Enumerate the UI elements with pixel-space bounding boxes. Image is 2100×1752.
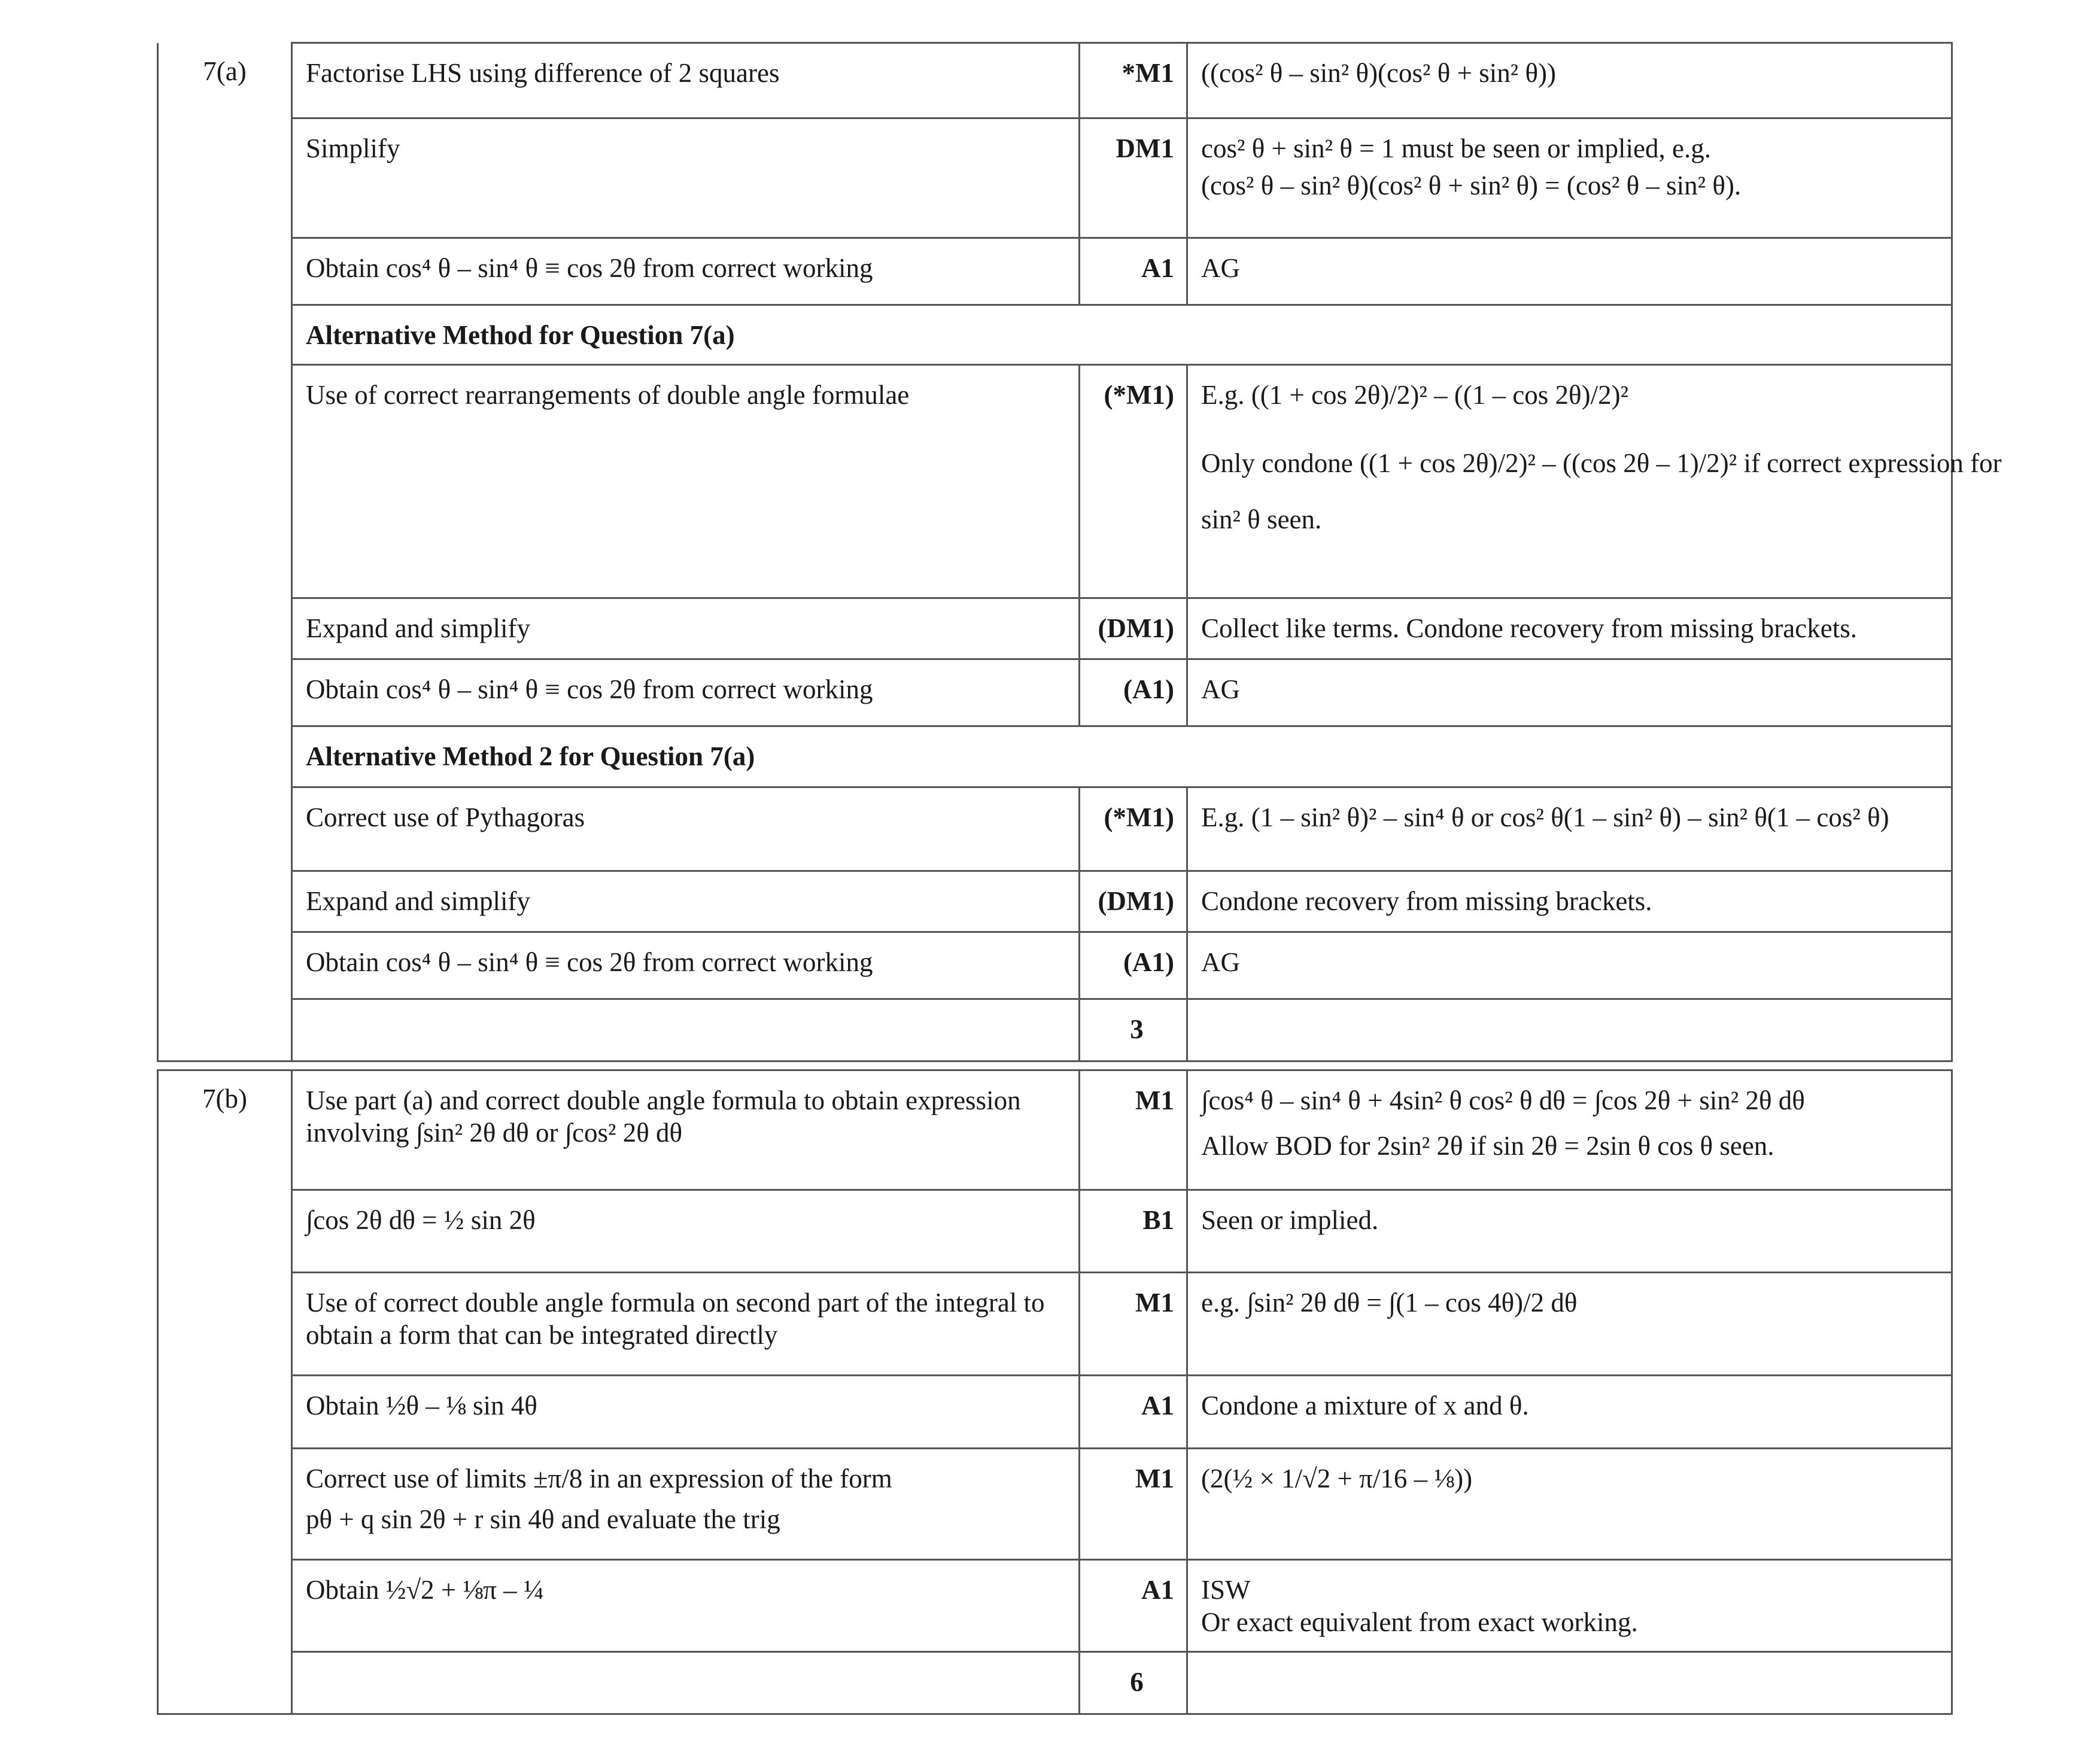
guidance-line: Allow BOD for 2sin² 2θ if sin 2θ = 2sin θ cos θ seen. (1201, 1131, 1774, 1161)
answer-line: pθ + q sin 2θ + r sin 4θ and evaluate the trig (306, 1504, 780, 1534)
guidance-expression: E.g. (1 – sin² θ)² – sin⁴ θ or cos² θ(1 – sin² θ) – sin² θ(1 – cos² θ) (1201, 802, 1889, 832)
answer-cell: Correct use of Pythagoras (292, 787, 1080, 871)
guidance-expression: (2(½ × 1/√2 + π/16 – ⅛)) (1201, 1464, 1473, 1494)
table-row (158, 1560, 1952, 1652)
table-row (158, 305, 1952, 365)
answer-line: Use of correct double angle formula on second part of the integral to (306, 1288, 1045, 1318)
guidance-cell: Seen or implied. (1187, 1190, 1952, 1273)
answer-line: Use part (a) and correct double angle formula to obtain expression (306, 1085, 1021, 1115)
answer-cell: Simplify (292, 118, 1080, 238)
guidance-cell (1187, 1560, 1952, 1652)
answer-cell: Use of correct rearrangements of double angle formulae (292, 365, 1080, 598)
table-row (158, 1273, 1952, 1376)
mark-cell: M1 (1080, 1449, 1187, 1560)
total-marks: 3 (1080, 999, 1187, 1061)
table-row (158, 365, 1952, 598)
table-row (158, 932, 1952, 999)
answer-cell (292, 1190, 1080, 1273)
mark-cell: M1 (1080, 1273, 1187, 1376)
mark-cell: (DM1) (1080, 598, 1187, 659)
answer-cell: Obtain cos⁴ θ – sin⁴ θ ≡ cos 2θ from correct working (292, 238, 1080, 305)
guidance-cell (1187, 43, 1952, 118)
guidance-cell: Condone a mixture of x and θ. (1187, 1376, 1952, 1449)
question-label: 7(b) (158, 1070, 292, 1714)
answer-line: Correct use of limits ±π/8 in an expression of the form (306, 1464, 892, 1494)
answer-cell-empty (292, 999, 1080, 1061)
answer-line: obtain a form that can be integrated directly (306, 1320, 778, 1350)
guidance-cell: Collect like terms. Condone recovery from missing brackets. (1187, 598, 1952, 659)
guidance-line: cos² θ + sin² θ = 1 must be seen or implied, e.g. (1201, 133, 1711, 163)
answer-cell: Obtain ½√2 + ⅛π – ¼ (292, 1560, 1080, 1652)
table-row (158, 871, 1952, 932)
guidance-cell: AG (1187, 932, 1952, 999)
guidance-cell-empty (1187, 999, 1952, 1061)
mark-cell: (A1) (1080, 932, 1187, 999)
answer-cell-empty (292, 1652, 1080, 1714)
guidance-line: sin² θ seen. (1201, 504, 1322, 534)
answer-cell: Obtain cos⁴ θ – sin⁴ θ ≡ cos 2θ from correct working (292, 659, 1080, 726)
mark-cell: A1 (1080, 1560, 1187, 1652)
guidance-cell: AG (1187, 238, 1952, 305)
mark-cell: (*M1) (1080, 787, 1187, 871)
guidance-cell (1187, 1449, 1952, 1560)
guidance-expression: e.g. ∫sin² 2θ dθ = ∫(1 – cos 4θ)/2 dθ (1201, 1288, 1578, 1318)
alternative-method-heading: Alternative Method 2 for Question 7(a) (292, 726, 1952, 787)
guidance-expression: ((cos² θ – sin² θ)(cos² θ + sin² θ)) (1201, 58, 1556, 88)
answer-expression: ∫cos 2θ dθ = ½ sin 2θ (306, 1205, 536, 1235)
answer-cell (292, 1449, 1080, 1560)
total-row (158, 1652, 1952, 1714)
mark-cell: M1 (1080, 1070, 1187, 1190)
guidance-cell (1187, 118, 1952, 238)
table-row (158, 659, 1952, 726)
table-row (158, 43, 1952, 118)
answer-cell: Obtain cos⁴ θ – sin⁴ θ ≡ cos 2θ from correct working (292, 932, 1080, 999)
answer-cell (292, 1273, 1080, 1376)
total-row (158, 999, 1952, 1061)
mark-cell: A1 (1080, 238, 1187, 305)
guidance-cell: AG (1187, 659, 1952, 726)
mark-cell: (*M1) (1080, 365, 1187, 598)
guidance-cell (1187, 787, 1952, 871)
mark-cell: DM1 (1080, 118, 1187, 238)
answer-cell (292, 1070, 1080, 1190)
answer-cell: Factorise LHS using difference of 2 squares (292, 43, 1080, 118)
guidance-line: (cos² θ – sin² θ)(cos² θ + sin² θ) = (cos² θ – sin² θ). (1201, 171, 1742, 200)
total-marks: 6 (1080, 1652, 1187, 1714)
mark-scheme-table-7a (157, 42, 2002, 1062)
guidance-cell (1187, 1070, 1952, 1190)
table-row (158, 726, 1952, 787)
table-row (158, 1190, 1952, 1273)
mark-cell: B1 (1080, 1190, 1187, 1273)
question-label: 7(a) (158, 43, 292, 1061)
answer-cell: Obtain ½θ – ⅛ sin 4θ (292, 1376, 1080, 1449)
mark-scheme-table-7b (157, 1069, 1953, 1715)
table-row (158, 787, 1952, 871)
guidance-line: Only condone ((1 + cos 2θ)/2)² – ((cos 2θ – 1)/2)² if correct expression for (1201, 448, 2002, 478)
guidance-cell (1187, 1273, 1952, 1376)
guidance-cell (1187, 365, 2002, 598)
table-row (158, 1449, 1952, 1560)
mark-cell: (DM1) (1080, 871, 1187, 932)
alternative-method-heading: Alternative Method for Question 7(a) (292, 305, 1952, 365)
table-row (158, 598, 1952, 659)
table-row (158, 1376, 1952, 1449)
guidance-cell-empty (1187, 1652, 1952, 1714)
guidance-line: E.g. ((1 + cos 2θ)/2)² – ((1 – cos 2θ)/2)² (1201, 380, 1629, 410)
mark-cell: A1 (1080, 1376, 1187, 1449)
table-row (158, 118, 1952, 238)
guidance-line: ISW (1201, 1575, 1251, 1605)
table-row (158, 238, 1952, 305)
mark-cell: (A1) (1080, 659, 1187, 726)
mark-cell: *M1 (1080, 43, 1187, 118)
guidance-cell: Condone recovery from missing brackets. (1187, 871, 1952, 932)
guidance-line: ∫cos⁴ θ – sin⁴ θ + 4sin² θ cos² θ dθ = ∫cos 2θ + sin² 2θ dθ (1201, 1085, 1805, 1115)
table-row (158, 1070, 1952, 1190)
guidance-line: Or exact equivalent from exact working. (1201, 1607, 1638, 1637)
answer-cell: Expand and simplify (292, 871, 1080, 932)
answer-line: involving ∫sin² 2θ dθ or ∫cos² 2θ dθ (306, 1118, 683, 1148)
answer-cell: Expand and simplify (292, 598, 1080, 659)
